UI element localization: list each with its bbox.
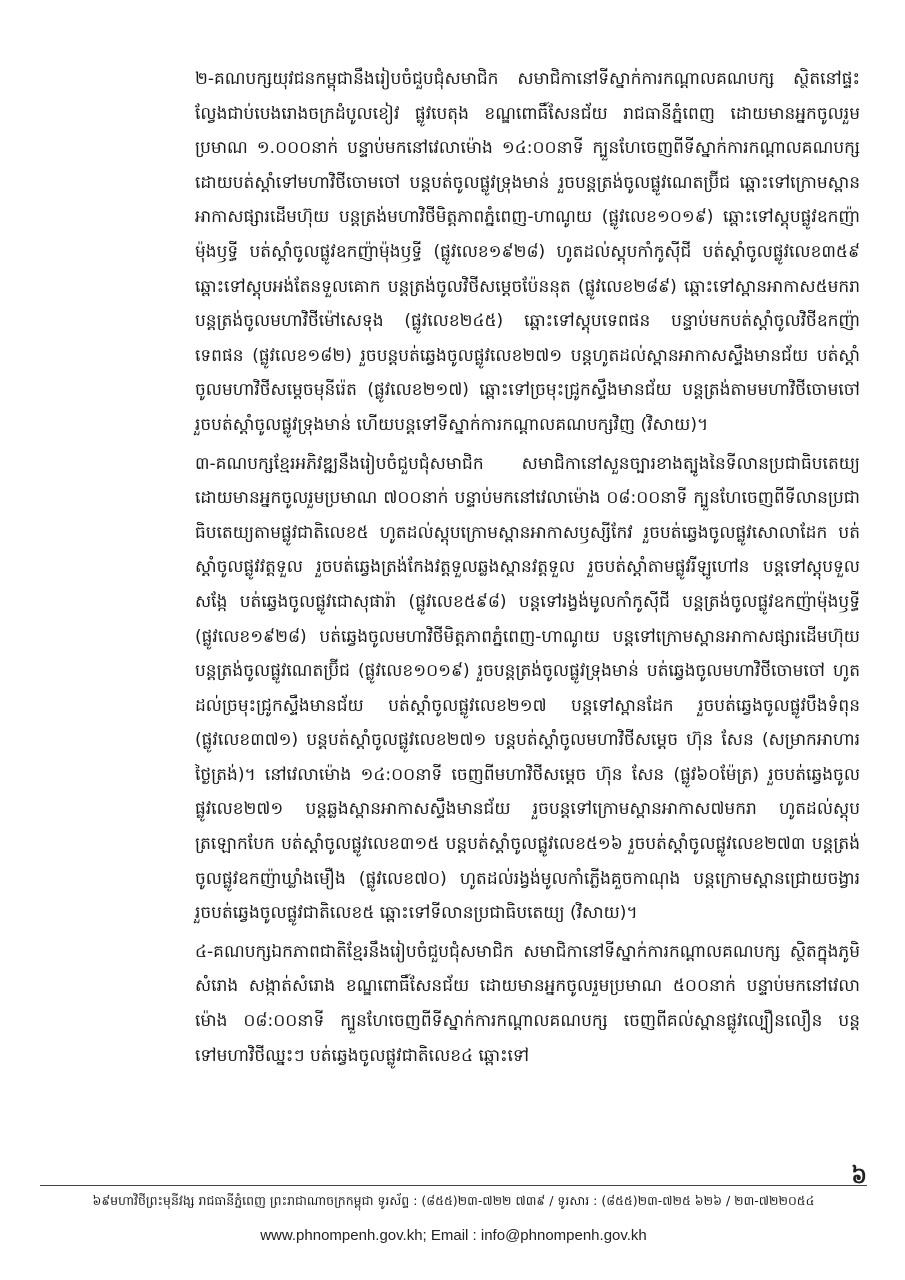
footer-address: ៦៩មហាវិថីព្រះមុនីវង្ស រាជធានីភ្នំពេញ ព្រះរាជាណាចក្រកម្ពុជា ទូរស័ព្ទ : (៨៥៥)២៣-៧២២ ៧៣៩ / ទូរសារ : (៨៥៥)២៣-៧២៥ ៦២៦ / ២៣-៧២២០៥៤ xyxy=(92,1193,815,1208)
paragraph-item-2: ២-គណបក្សយុវជនកម្ពុជានឹងរៀបចំជួបជុំសមាជិក សមាជិកានៅទីស្នាក់ការកណ្ដាលគណបក្ស ស្ថិតនៅផ្ទះល្វែងជាប់បេងរោងចក្រដំបូលខៀវ ផ្លូវបេតុង ខណ្ឌពោធិ៍សែនជ័យ រាជធានីភ្នំពេញ ដោយមានអ្នកចូលរួមប្រមាណ ១.០០០នាក់ បន្ទាប់មកនៅវេលាម៉ោង ១៤:០០នាទី ក្បួនហែចេញពីទីស្នាក់ការកណ្ដាលគណបក្ស ដោយបត់ស្ដាំទៅមហាវិថីចោមចៅ បន្តបត់ចូលផ្លូវទ្រុងមាន់ រួចបន្តត្រង់ចូលផ្លូវណេតប្រ៊ីជ ឆ្ពោះទៅក្រោមស្ពានអាកាសផ្សារដើមហ៊ុយ បន្តត្រង់មហាវិថីមិត្តភាពភ្នំពេញ-ហាណូយ (ផ្លូវលេខ១០១៩) ឆ្ពោះទៅស្តុបផ្លូវឧកញ៉ាម៉ុងឫទ្ធី បត់ស្ដាំចូលផ្លូវឧកញ៉ាម៉ុងឫទ្ធី (ផ្លូវលេខ១៩២៨) ហូតដល់ស្តុបកាំកូស៊ីជី បត់ស្ដាំចូលផ្លូវលេខ៣៥៩ ឆ្ពោះទៅស្តុបអង់តែនទួលគោក បន្តត្រង់ចូលវិថីសម្ដេចប៉ែននុត (ផ្លូវលេខ២៨៩) ឆ្ពោះទៅស្ពានអាកាស៥មករា បន្តត្រង់ចូលមហាវិថីម៉ៅសេទុង (ផ្លូវលេខ២៤៥) ឆ្ពោះទៅស្តុបទេពផន បន្ទាប់មកបត់ស្ដាំចូលវិថីឧកញ៉ាទេពផន (ផ្លូវលេខ១៨២) រួចបន្តបត់ឆ្វេងចូលផ្លូវលេខ២៧១ បន្តហូតដល់ស្ពានអាកាសស្ទឹងមានជ័យ បត់ស្ដាំចូលមហាវិថីសម្ដេចមុនីរ៉េត (ផ្លូវលេខ២១៧) ឆ្ពោះទៅច្រមុះជ្រូកស្ទឹងមានជ័យ បន្តត្រង់តាមមហាវិថីចោមចៅ រួចបត់ស្ដាំចូលផ្លូវទ្រុងមាន់ ហើយបន្តទៅទីស្នាក់ការកណ្ដាលគណបក្សវិញ (វិសាយ)។ xyxy=(195,69,860,435)
footer-website-email: www.phnompenh.gov.kh; Email : info@phnompenh.gov.kh xyxy=(260,1227,647,1244)
paragraph-item-4: ៤-គណបក្សឯកភាពជាតិខ្មែរនឹងរៀបចំជួបជុំសមាជិក សមាជិកានៅទីស្នាក់ការកណ្ដាលគណបក្ស ស្ថិតក្នុងភូមិសំរោង សង្កាត់សំរោង ខណ្ឌពោធិ៍សែនជ័យ ដោយមានអ្នកចូលរួមប្រមាណ ៥០០នាក់ បន្ទាប់មកនៅវេលាម៉ោង ០៨:០០នាទី ក្បួនហែចេញពីទីស្នាក់ការកណ្ដាលគណបក្ស ចេញពីគល់ស្ពានផ្លូវល្បឿនលឿន បន្តទៅមហាវិថីឈ្នះៗ បត់ឆ្វេងចូលផ្លូវជាតិលេខ៤ ឆ្ពោះទៅ xyxy=(195,941,860,1066)
document-body xyxy=(195,62,860,1077)
paragraph-item-3: ៣-គណបក្សខ្មែរអភិវឌ្ឍនឹងរៀបចំជួបជុំសមាជិក សមាជិកានៅសួនច្បារខាងត្បូងនៃទីលានប្រជាធិបតេយ្យ ដោយមានអ្នកចូលរួមប្រមាណ ៧០០នាក់ បន្ទាប់មកនៅវេលាម៉ោង ០៨:០០នាទី ក្បួនហែចេញពីទីលានប្រជាធិបតេយ្យតាមផ្លូវជាតិលេខ៥ ហូតដល់ស្តុបក្រោមស្ពានអាកាសឫស្សីកែវ រួចបត់ឆ្វេងចូលផ្លូវសោលាដែក បត់ស្ដាំចូលផ្លូវវត្តទួល រួចបត់ឆ្វេងត្រង់កែងវត្តទួលឆ្លងស្ពានវត្តទួល រួចបត់ស្ដាំតាមផ្លូវរីឡូហៅន បន្តទៅស្តុបទួលសង្កែ បត់ឆ្វេងចូលផ្លូវជោសុផារ៉ា (ផ្លូវលេខ៥៩៨) បន្តទៅរង្វង់មូលកាំកូស៊ីជី បន្តត្រង់ចូលផ្លូវឧកញ៉ាម៉ុងឫទ្ធី (ផ្លូវលេខ១៩២៨) បត់ឆ្វេងចូលមហាវិថីមិត្តភាពភ្នំពេញ-ហាណូយ បន្តទៅក្រោមស្ពានអាកាសផ្សារដើមហ៊ុយ បន្តត្រង់ចូលផ្លូវណេតប្រ៊ីជ (ផ្លូវលេខ១០១៩) រួចបន្តត្រង់ចូលផ្លូវទ្រុងមាន់ បត់ឆ្វេងចូលមហាវិថីចោមចៅ ហូតដល់ច្រមុះជ្រូកស្ទឹងមានជ័យ បត់ស្ដាំចូលផ្លូវលេខ២១៧ បន្តទៅស្ពានដែក រួចបត់ឆ្វេងចូលផ្លូវបឹងទំពុន (ផ្លូវលេខ៣៧១) បន្តបត់ស្ដាំចូលផ្លូវលេខ២៧១ បន្តបត់ស្ដាំចូលមហាវិថីសម្ដេច ហ៊ុន សែន (សម្រាកអាហារថ្ងៃត្រង់)។ នៅវេលាម៉ោង ១៤:០០នាទី ចេញពីមហាវិថីសម្ដេច ហ៊ុន សែន (ផ្លូវ៦០ម៉ែត្រ) រួចបត់ឆ្វេងចូលផ្លូវលេខ២៧១ បន្តឆ្លងស្ពានអាកាសស្ទឹងមានជ័យ រួចបន្តទៅក្រោមស្ពានអាកាស៧មករា ហូតដល់ស្តុបត្រឡោកបែក បត់ស្ដាំចូលផ្លូវលេខ៣១៥ បន្តបត់ស្ដាំចូលផ្លូវលេខ៥១៦ រួចបត់ស្ដាំចូលផ្លូវលេខ២៧៣ បន្តត្រង់ចូលផ្លូវឧកញ៉ាឃ្លាំងមឿង (ផ្លូវលេខ៧០) ហូតដល់រង្វង់មូលកាំភ្លើងគួចកាណុង បន្តក្រោមស្ពានជ្រោយចង្វារ រួចបត់ឆ្វេងចូលផ្លូវជាតិលេខ៥ ឆ្ពោះទៅទីលានប្រជាធិបតេយ្យ (វិសាយ)។ xyxy=(195,453,860,924)
page-number: ៦ xyxy=(851,1164,867,1189)
footer-divider xyxy=(40,1185,867,1186)
